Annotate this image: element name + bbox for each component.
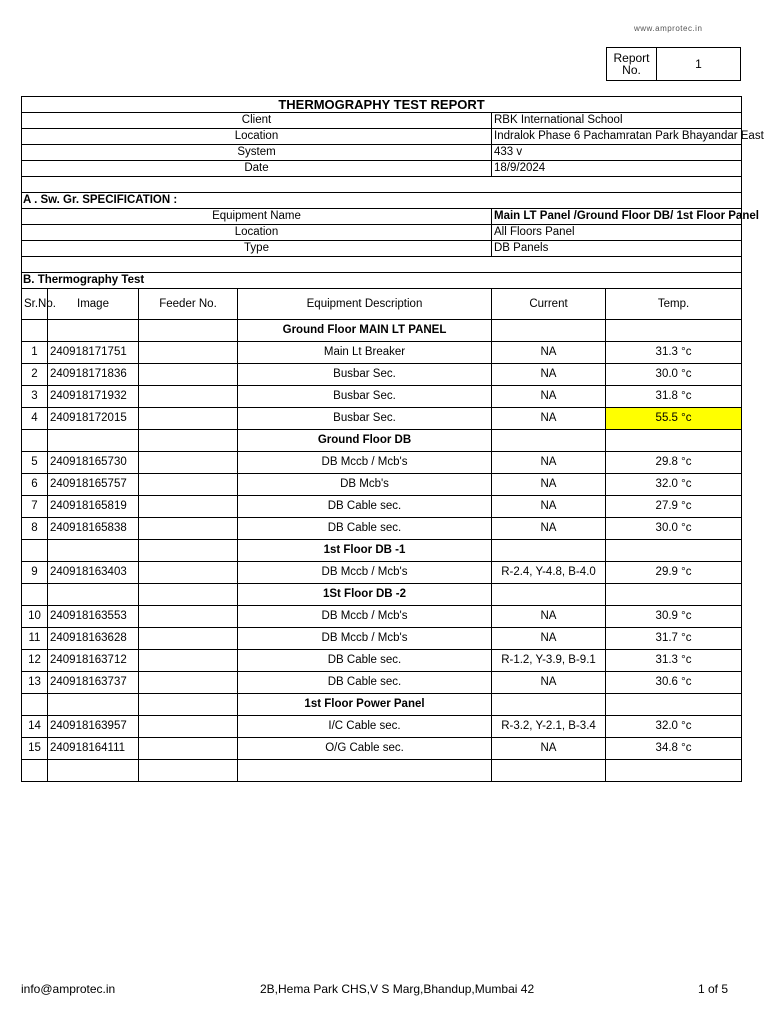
empty-cell (606, 694, 742, 716)
sr-no-cell: 1 (22, 342, 48, 364)
image-id-cell: 240918164111 (48, 738, 139, 760)
sr-no-cell: 11 (22, 628, 48, 650)
group-name: Ground Floor MAIN LT PANEL (238, 320, 492, 342)
current-cell: R-3.2, Y-2.1, B-3.4 (492, 716, 606, 738)
feeder-cell (139, 562, 238, 584)
report-no-label: Report No. (607, 48, 657, 81)
feeder-cell (139, 342, 238, 364)
group-row (22, 320, 742, 342)
col-header-srno: Sr.No. (22, 289, 48, 320)
current-cell: NA (492, 606, 606, 628)
report-number-box (606, 47, 741, 81)
info-label: Date (22, 161, 492, 177)
image-id-cell: 240918163957 (48, 716, 139, 738)
empty-cell (606, 760, 742, 782)
group-name: 1St Floor DB -2 (238, 584, 492, 606)
current-cell: NA (492, 364, 606, 386)
empty-cell (48, 760, 139, 782)
empty-cell (139, 430, 238, 452)
col-header-current: Current (492, 289, 606, 320)
empty-cell (139, 320, 238, 342)
description-cell: DB Cable sec. (238, 650, 492, 672)
feeder-cell (139, 408, 238, 430)
feeder-cell (139, 606, 238, 628)
section-b-heading: B. Thermography Test (22, 273, 742, 289)
group-row (22, 540, 742, 562)
spacer-row (22, 177, 742, 193)
empty-cell (492, 584, 606, 606)
empty-cell (606, 540, 742, 562)
current-cell: R-2.4, Y-4.8, B-4.0 (492, 562, 606, 584)
group-name: 1st Floor Power Panel (238, 694, 492, 716)
description-cell: Busbar Sec. (238, 408, 492, 430)
col-header-image: Image (48, 289, 139, 320)
table-row (22, 628, 742, 650)
empty-cell (22, 760, 48, 782)
info-value: Indralok Phase 6 Pachamratan Park Bhayandar East (492, 129, 742, 145)
feeder-cell (139, 650, 238, 672)
current-cell: NA (492, 672, 606, 694)
image-id-cell: 240918163737 (48, 672, 139, 694)
temp-cell: 29.8 °c (606, 452, 742, 474)
footer-email: info@amprotec.in (21, 982, 116, 996)
empty-cell (48, 430, 139, 452)
info-value: 433 v (492, 145, 742, 161)
description-cell: O/G Cable sec. (238, 738, 492, 760)
image-id-cell: 240918165838 (48, 518, 139, 540)
image-id-cell: 240918171751 (48, 342, 139, 364)
current-cell: NA (492, 452, 606, 474)
sr-no-cell: 5 (22, 452, 48, 474)
empty-cell (606, 430, 742, 452)
description-cell: DB Mccb / Mcb's (238, 606, 492, 628)
sr-no-cell: 7 (22, 496, 48, 518)
group-name: 1st Floor DB -1 (238, 540, 492, 562)
sr-no-cell: 6 (22, 474, 48, 496)
description-cell: DB Mccb / Mcb's (238, 628, 492, 650)
image-id-cell: 240918163553 (48, 606, 139, 628)
temp-cell: 30.9 °c (606, 606, 742, 628)
table-row (22, 342, 742, 364)
sr-no-cell: 3 (22, 386, 48, 408)
current-cell: NA (492, 408, 606, 430)
empty-cell (48, 694, 139, 716)
description-cell: I/C Cable sec. (238, 716, 492, 738)
temp-cell: 31.3 °c (606, 342, 742, 364)
empty-cell (139, 694, 238, 716)
description-cell: DB Cable sec. (238, 518, 492, 540)
col-header-description: Equipment Description (238, 289, 492, 320)
footer-address: 2B,Hema Park CHS,V S Marg,Bhandup,Mumbai 42 (260, 982, 535, 996)
spec-value: DB Panels (492, 241, 742, 257)
report-title: THERMOGRAPHY TEST REPORT (22, 97, 742, 113)
temp-cell: 30.6 °c (606, 672, 742, 694)
image-id-cell: 240918165730 (48, 452, 139, 474)
image-id-cell: 240918163712 (48, 650, 139, 672)
empty-cell (492, 430, 606, 452)
empty-cell (606, 320, 742, 342)
feeder-cell (139, 716, 238, 738)
empty-cell (492, 760, 606, 782)
temp-cell: 27.9 °c (606, 496, 742, 518)
empty-cell (492, 540, 606, 562)
table-row (22, 606, 742, 628)
temp-cell: 32.0 °c (606, 474, 742, 496)
image-id-cell: 240918165757 (48, 474, 139, 496)
table-row (22, 408, 742, 430)
empty-cell (606, 584, 742, 606)
empty-cell (238, 760, 492, 782)
empty-cell (48, 584, 139, 606)
temp-cell: 34.8 °c (606, 738, 742, 760)
empty-cell (22, 584, 48, 606)
temp-cell: 31.3 °c (606, 650, 742, 672)
table-row (22, 650, 742, 672)
group-name: Ground Floor DB (238, 430, 492, 452)
info-label: Location (22, 129, 492, 145)
website-header: www.amprotec.in (634, 24, 703, 33)
empty-cell (139, 760, 238, 782)
spacer-row (22, 257, 742, 273)
info-value: 18/9/2024 (492, 161, 742, 177)
sr-no-cell: 9 (22, 562, 48, 584)
feeder-cell (139, 386, 238, 408)
sr-no-cell: 8 (22, 518, 48, 540)
col-header-temp: Temp. (606, 289, 742, 320)
feeder-cell (139, 452, 238, 474)
col-header-feeder: Feeder No. (139, 289, 238, 320)
group-row (22, 430, 742, 452)
spec-label: Location (22, 225, 492, 241)
group-row (22, 694, 742, 716)
feeder-cell (139, 364, 238, 386)
table-row (22, 386, 742, 408)
sr-no-cell: 10 (22, 606, 48, 628)
description-cell: DB Mcb's (238, 474, 492, 496)
description-cell: DB Cable sec. (238, 672, 492, 694)
report-table (21, 96, 764, 782)
image-id-cell: 240918163403 (48, 562, 139, 584)
description-cell: Busbar Sec. (238, 386, 492, 408)
table-row (22, 518, 742, 540)
image-id-cell: 240918172015 (48, 408, 139, 430)
temp-cell: 30.0 °c (606, 364, 742, 386)
report-no-value: 1 (657, 48, 741, 81)
description-cell: DB Cable sec. (238, 496, 492, 518)
sr-no-cell: 12 (22, 650, 48, 672)
current-cell: NA (492, 738, 606, 760)
current-cell: NA (492, 628, 606, 650)
image-id-cell: 240918171836 (48, 364, 139, 386)
current-cell: R-1.2, Y-3.9, B-9.1 (492, 650, 606, 672)
description-cell: DB Mccb / Mcb's (238, 562, 492, 584)
spec-value: All Floors Panel (492, 225, 742, 241)
empty-row (22, 760, 742, 782)
empty-cell (492, 320, 606, 342)
empty-cell (139, 540, 238, 562)
table-row (22, 672, 742, 694)
empty-cell (48, 320, 139, 342)
sr-no-cell: 4 (22, 408, 48, 430)
description-cell: Main Lt Breaker (238, 342, 492, 364)
empty-cell (22, 320, 48, 342)
info-value: RBK International School (492, 113, 742, 129)
empty-cell (22, 430, 48, 452)
image-id-cell: 240918171932 (48, 386, 139, 408)
current-cell: NA (492, 386, 606, 408)
sr-no-cell: 15 (22, 738, 48, 760)
empty-cell (22, 540, 48, 562)
table-row (22, 364, 742, 386)
sr-no-cell: 2 (22, 364, 48, 386)
feeder-cell (139, 496, 238, 518)
feeder-cell (139, 518, 238, 540)
table-row (22, 452, 742, 474)
info-label: Client (22, 113, 492, 129)
temp-cell-highlighted: 55.5 °c (606, 408, 742, 430)
column-header-row (22, 289, 742, 320)
feeder-cell (139, 672, 238, 694)
image-id-cell: 240918163628 (48, 628, 139, 650)
footer-page-number: 1 of 5 (698, 982, 729, 996)
table-row (22, 738, 742, 760)
feeder-cell (139, 628, 238, 650)
table-row (22, 496, 742, 518)
image-id-cell: 240918165819 (48, 496, 139, 518)
group-row (22, 584, 742, 606)
temp-cell: 29.9 °c (606, 562, 742, 584)
sr-no-cell: 13 (22, 672, 48, 694)
empty-cell (22, 694, 48, 716)
current-cell: NA (492, 518, 606, 540)
current-cell: NA (492, 496, 606, 518)
spec-label: Type (22, 241, 492, 257)
section-a-heading: A . Sw. Gr. SPECIFICATION : (22, 193, 742, 209)
empty-cell (139, 584, 238, 606)
spec-value: Main LT Panel /Ground Floor DB/ 1st Floor Panel (492, 209, 742, 225)
temp-cell: 31.7 °c (606, 628, 742, 650)
table-row (22, 716, 742, 738)
current-cell: NA (492, 474, 606, 496)
table-row (22, 562, 742, 584)
feeder-cell (139, 474, 238, 496)
temp-cell: 32.0 °c (606, 716, 742, 738)
temp-cell: 31.8 °c (606, 386, 742, 408)
current-cell: NA (492, 342, 606, 364)
table-row (22, 474, 742, 496)
temp-cell: 30.0 °c (606, 518, 742, 540)
description-cell: Busbar Sec. (238, 364, 492, 386)
spec-label: Equipment Name (22, 209, 492, 225)
empty-cell (48, 540, 139, 562)
feeder-cell (139, 738, 238, 760)
info-label: System (22, 145, 492, 161)
description-cell: DB Mccb / Mcb's (238, 452, 492, 474)
sr-no-cell: 14 (22, 716, 48, 738)
empty-cell (492, 694, 606, 716)
